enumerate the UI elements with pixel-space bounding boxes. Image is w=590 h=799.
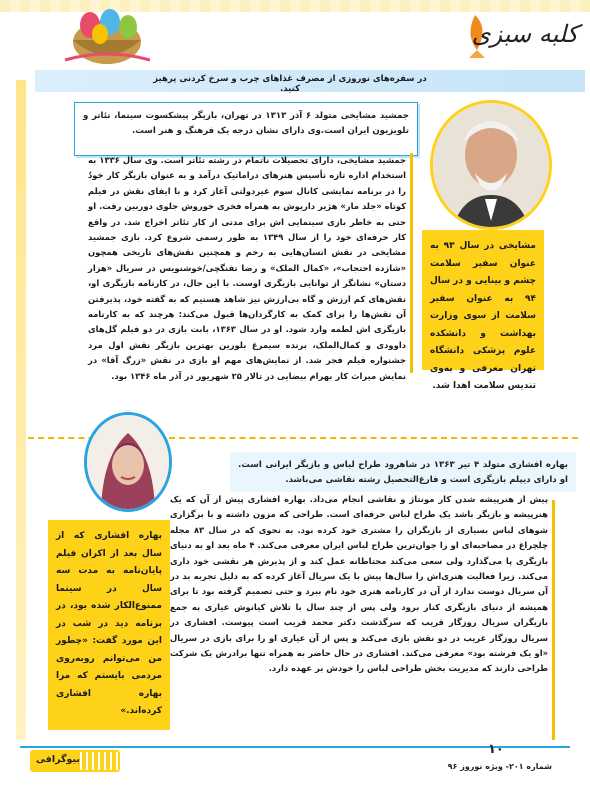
portrait-illustration	[433, 103, 549, 227]
section-label: بیوگرافی	[36, 754, 80, 765]
issue-label: شماره ۲۰۱- ویژه نوروز ۹۶	[447, 762, 552, 771]
section2-body: پیش از هنرپیشه شدن کار مونتاژ و نقاشی انجام می‌داد. بهاره افشاری پیش از آن که یک هنرپیشه و بازیگر باشد یک طراح لباس حرفه‌ای است. طراحی که مزون داشته و با برگزاری شوهای لباس بسیاری از بازیگران را مشتری خود کرده بود. به نحوی که در سال ۸۳ مجله چلچراغ در مصاحبه‌ای او را جوان‌ترین طراح لباس ایران معرفی می‌کند. ۴ ماه بعد او به دنیای بازیگری پا می‌گذارد ولی سعی می‌کند محتاطانه عمل کند و از پذیرش هر نقشی خود داری می‌کند. زیرا فعالیت هنری‌اش را سال‌ها پیش با یک سریال آغاز کرده که به دلیل تجربه بد در آن سریال دوست ندارد از آن در کارنامه هنری خود نام ببرد و حتی تصمیم گرفته بود تا برای همیشه از دنیای بازیگری کنار برود ولی پس از چند سال با تلاش کیانوش عیاری به جمع بازیگران سریال روزگار قریب که سرگذشت دکتر محمد قریب است پیوست. افشاری در سریال روزگار غریب در دو نقش بازی می‌کند و پس از آن عیاری او را برای بازی در سریال «او یک فرشته بود» معرفی می‌کند. افشاری در حال حاضر به همراه تنها برادرش یک شرکت طراحی دارند که مدیریت بخش طراحی لباس را خودش بر عهده دارد.	[170, 494, 549, 674]
section1-sidebar-text: مشایخی در سال ۹۳ به عنوان سفیر سلامت چشم و بینایی و در سال ۹۴ به عنوان سفیر سلامت از سوی وزارت بهداشت و دانشکده علوم پزشکی دانشگاه تهران معرفی و به‌وی تندیس سلامت اهدا شد.	[430, 241, 536, 391]
portrait-illustration	[87, 415, 169, 509]
portrait-bahareh-afshari	[84, 412, 172, 512]
easter-basket-illustration	[55, 0, 160, 75]
headline-text: در سفره‌های نوروزی از مصرف غذاهای چرب و سرخ کردنی پرهیز کنید.	[153, 74, 427, 94]
section2-sidebar-text: بهاره افشاری که از سال بعد از اکران فیلم پایان‌نامه به مدت سه سال در سینما ممنوع‌الکار شده بود، در برنامه دید در شب در این مورد گفت: «چطور من می‌توانم روبه‌روی مردمی بایستم که مرا بهاره افشاری کرده‌اند.»	[56, 531, 162, 716]
portrait-jamshid-mashayekhi	[430, 100, 552, 230]
section2-text-rule	[552, 500, 555, 740]
section1-sidebar	[422, 230, 544, 391]
left-decorative-rail	[16, 80, 26, 740]
section1-intro-box	[74, 102, 418, 156]
section2-intro-box	[230, 452, 576, 492]
section1-intro-text: جمشید مشایخی متولد ۶ آذر ۱۳۱۳ در تهران، بازیگر پیشکسوت سینما، تئاتر و تلویزیون ایران است.وی دارای نشان درجه یک فرهنگ و هنر است.	[83, 111, 410, 136]
section1-body: جمشید مشایخی، دارای تحصیلات ناتمام در رشته تئاتر است. وی سال ۱۳۳۶ به استخدام اداره تازه تأسیس هنرهای دراماتیک درآمد و به عنوان بازیگر کار خودُ را در برنامه نمایشی کانال سوم غیردولتی آغاز کرد و با ایفای نقش در فیلم کوتاه «جلد مار» هژیر داریوش به همراه فخری خوروش جلوی دوربین رفت. او حتی به خاطر بازی سینمایی اش برای مدتی از کار تئاتر اخراج شد. در واقع کار حرفه‌ای خود را از سال ۱۳۴۹ به طور رسمی شروع کرد. بازی جمشید مشایخی در نقش انسان‌هایی به رحم و همچنین نقش‌های تاریخی همچون «شازده احتجاب»، «کمال الملک» و رضا تفنگچی/خوشنویس در سریال «هزار دستان» نشانگر از توانایی بازیگری اوست. با این حال، در کارنامه بازیگری او، نقش‌های کم ارزش و گاه بی‌ارزش نیز شاهد هستیم که به گفته خود، پذیرفتن آن نقش‌ها را برای کمک به کارگردان‌ها قبول می‌کند: هرچند که به کارنامه بازیگری اش لطمه وارد شود. او در سال ۱۳۶۳، بابت بازی در دو فیلم گل‌های داوودی و کمال‌الملک، برنده سیمرغ بلورین بهترین بازیگر نقش اول مرد جشنواره فیلم فجر شد. از نمایش‌های مهم او بازی در نقش «زرگ آقا» در نمایش میراث کار بهرام بیضایی در تالار ۲۵ شهریور در آذر ماه ۱۳۴۶ بود.	[88, 155, 407, 381]
section-tab-stripes	[80, 752, 118, 770]
section1-text-rule	[410, 153, 413, 373]
page-number: ۱۰	[488, 742, 504, 757]
section2-sidebar	[48, 520, 170, 730]
section2-intro-text: بهاره افشاری متولد ۴ تیر ۱۳۶۳ در شاهرود طراح لباس و بازیگر ایرانی است. او دارای دیپلم بازیگری است و فارغ‌التحصیل رشته نقاشی می‌باشد.	[238, 460, 568, 485]
magazine-logo: کلبه سبزی	[471, 20, 579, 48]
